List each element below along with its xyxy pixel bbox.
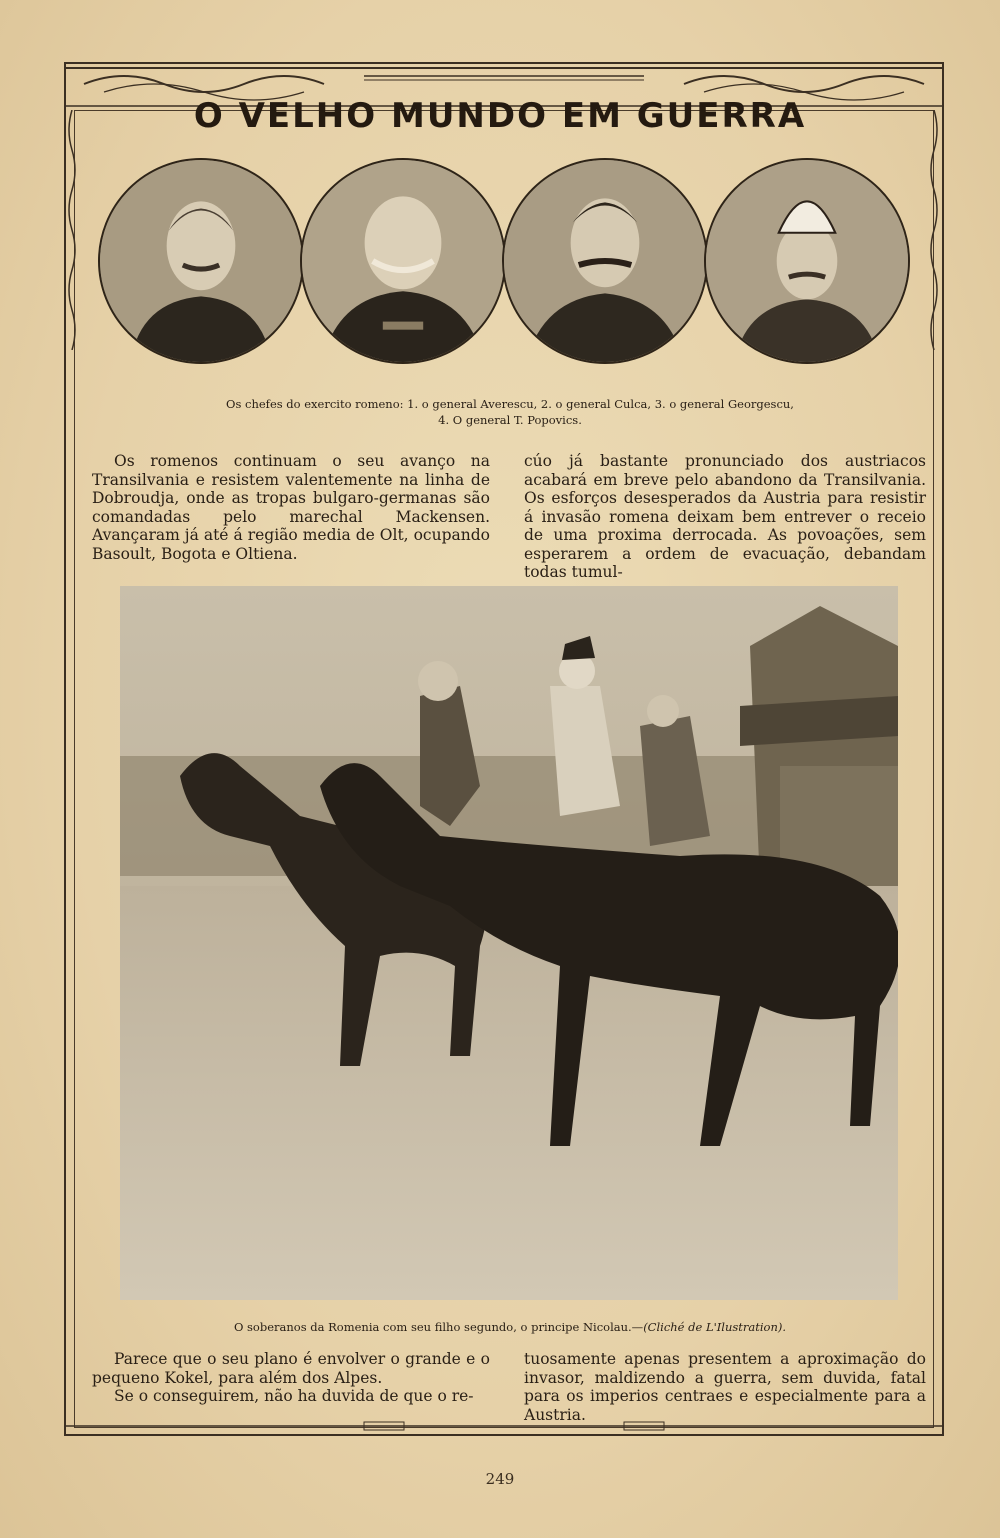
article-bottom-left-p2: Se o conseguirem, não ha duvida de que o re-: [114, 1387, 474, 1405]
article-bottom-right-column: [524, 1350, 926, 1424]
left-vine-ornament: [66, 110, 78, 350]
portrait-general-averescu: [98, 158, 304, 364]
article-top-right-column: [524, 452, 926, 582]
portraits-caption-line-1: Os chefes do exercito romeno: 1. o general Averescu, 2. o general Culca, 3. o general Georgescu,: [226, 397, 794, 411]
portrait-row: [98, 158, 918, 368]
portrait-general-culca: [300, 158, 506, 364]
photo-caption-text: O soberanos da Romenia com seu filho segundo, o principe Nicolau.—: [233, 1320, 644, 1334]
royal-family-photo: [120, 586, 898, 1300]
portraits-caption-line-2: 4. O general T. Popovics.: [438, 413, 582, 427]
article-bottom-right-text: tuosamente apenas presentem a aproximação do invasor, maldizendo a guerra, sem duvida, fatal para os imperios centraes e especialmente para a Austria.: [524, 1350, 926, 1424]
bottom-ornament-rule: [64, 1418, 944, 1434]
portrait-general-popovics: [704, 158, 910, 364]
page-number: 249: [485, 1470, 515, 1488]
article-top-left-text: Os romenos continuam o seu avanço na Transilvania e resistem valentemente na linha de Dobroudja, onde as tropas bulgaro-germanas são comandadas pelo marechal Mackensen. Avançaram já até á região media de Olt, ocupando Basoult, Bogota e Oltiena.: [92, 452, 490, 563]
article-bottom-left-p1: Parece que o seu plano é envolver o grande e o pequeno Kokel, para além dos Alpes.: [92, 1350, 490, 1387]
article-bottom-left-column: [92, 1350, 490, 1406]
article-top-left-column: [92, 452, 490, 563]
portrait-general-georgescu: [502, 158, 708, 364]
page-title: O VELHO MUNDO EM GUERRA: [193, 96, 807, 136]
right-vine-ornament: [928, 110, 940, 350]
portraits-caption: [150, 396, 870, 428]
photo-credit: (Cliché de L'Ilustration).: [643, 1320, 787, 1334]
article-top-right-text: cúo já bastante pronunciado dos austriacos acabará em breve pelo abandono da Transilvania. Os esforços desesperados da Austria para resistir á invasão romena deixam bem entrever o receio de uma proxima derrocada. As povoações, sem esperarem a ordem de evacuação, debandam todas tumul-: [524, 452, 926, 581]
photo-caption: [140, 1320, 880, 1334]
